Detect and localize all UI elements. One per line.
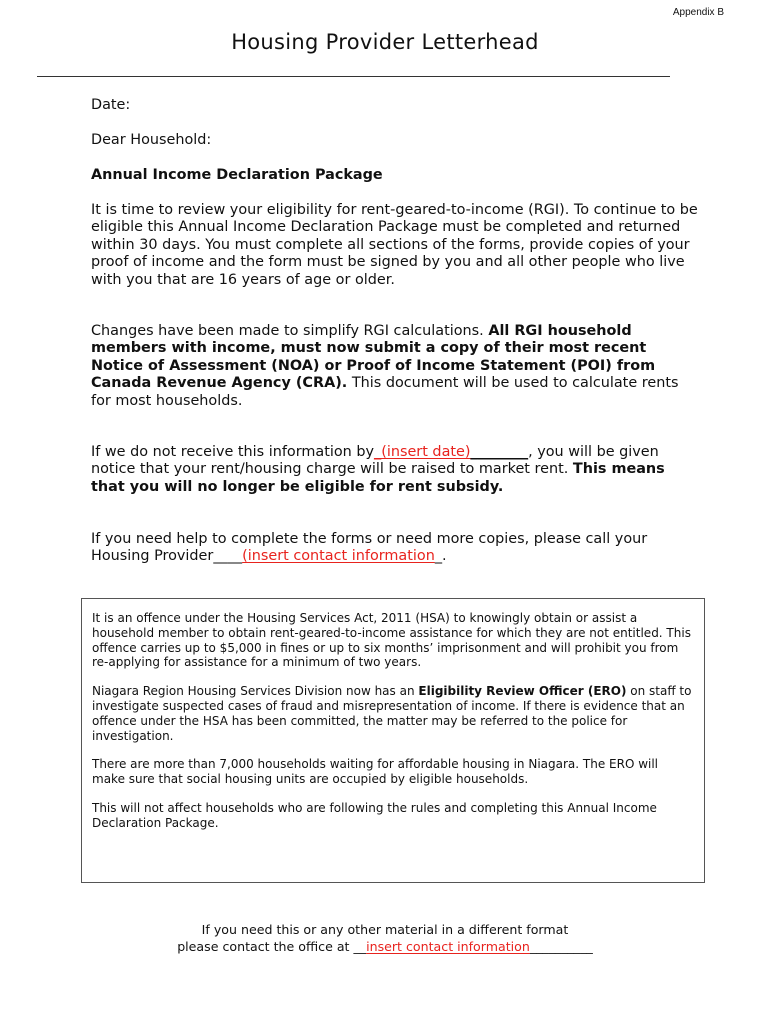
letter-heading: Annual Income Declaration Package (91, 167, 383, 183)
footer-contact-placeholder: insert contact information (366, 939, 530, 954)
footer-contact (0, 921, 770, 955)
paragraph-eligibility (91, 202, 701, 289)
help-suffix: . (442, 548, 447, 565)
deadline-consequence: This means that you will no longer be eligible for rent subsidy. (91, 461, 665, 495)
letterhead-title: Housing Provider Letterhead (231, 30, 539, 54)
notice-ero-intro: Niagara Region Housing Services Division now has an (92, 684, 415, 699)
insert-contact-placeholder: (insert contact information (242, 548, 435, 565)
notice-rules-paragraph: This will not affect households who are following the rules and completing this Annual Income Declaration Package. (92, 800, 657, 830)
letterhead-divider (37, 76, 670, 77)
paragraph-deadline (91, 444, 701, 496)
deadline-mid: , you will be given notice that your rent/housing charge will be raised to market rent. (91, 444, 659, 478)
salutation: Dear Household: (91, 132, 212, 148)
footer-lead-blank: __ (353, 939, 367, 954)
help-lead-blank: ____ (213, 548, 243, 565)
paragraph-rgi-changes (91, 323, 701, 410)
notice-ero-title: Eligibility Review Officer (ERO) (418, 684, 627, 699)
footer-trail-blank: __________ (529, 939, 593, 954)
help-trail-blank: _ (434, 548, 443, 565)
deadline-prefix: If we do not receive this information by (91, 444, 375, 460)
paragraph-eligibility-text: It is time to review your eligibility for rent-geared-to-income (RGI). To continue to be eligible this Annual Income Declaration Package must be completed and returned within 30 days. You must complete all sections of the forms, provide copies of your proof of income and the form must be signed by you and all other people who live with you that are 16 years of age or older. (91, 202, 698, 288)
rgi-changes-intro: Changes have been made to simplify RGI calculations. (91, 323, 484, 339)
date-line: Date: (91, 97, 131, 113)
footer-line-1: If you need this or any other material in a different format (201, 922, 569, 937)
notice-ero-tail: on staff to investigate suspected cases of fraud and misrepresentation of income. If there is evidence that an offence under the HSA has been committed, the matter may be referred to the police for investigation. (92, 684, 692, 743)
paragraph-help (91, 531, 701, 566)
footer-line-2-prefix: please contact the office at (177, 939, 350, 954)
rgi-changes-requirement: All RGI household members with income, must now submit a copy of their most recent Notice of Assessment (NOA) or Proof of Income Statement (POI) from Canada Revenue Agency (CRA). (91, 323, 656, 392)
notice-offence-paragraph: It is an offence under the Housing Services Act, 2011 (HSA) to knowingly obtain or assist a household member to obtain rent-geared-to-income assistance for which they are not entitled. This offence carries up to $5,000 in fines or up to six months’ imprisonment and will prohibit you from re-applying for assistance for a minimum of two years. (92, 611, 691, 670)
help-prefix: If you need help to complete the forms or need more copies, please call your Housing Provider (91, 531, 648, 565)
appendix-label: Appendix B (672, 7, 724, 18)
rgi-changes-tail: This document will be used to calculate rents for most households. (91, 375, 679, 409)
offence-notice-box (81, 598, 705, 883)
deadline-blank: ________ (470, 444, 529, 460)
footer-line-2 (0, 938, 770, 955)
notice-waiting-paragraph: There are more than 7,000 households waiting for affordable housing in Niagara. The ERO will make sure that social housing units are occupied by eligible households. (92, 757, 659, 787)
insert-date-placeholder: _(insert date) (374, 444, 471, 460)
